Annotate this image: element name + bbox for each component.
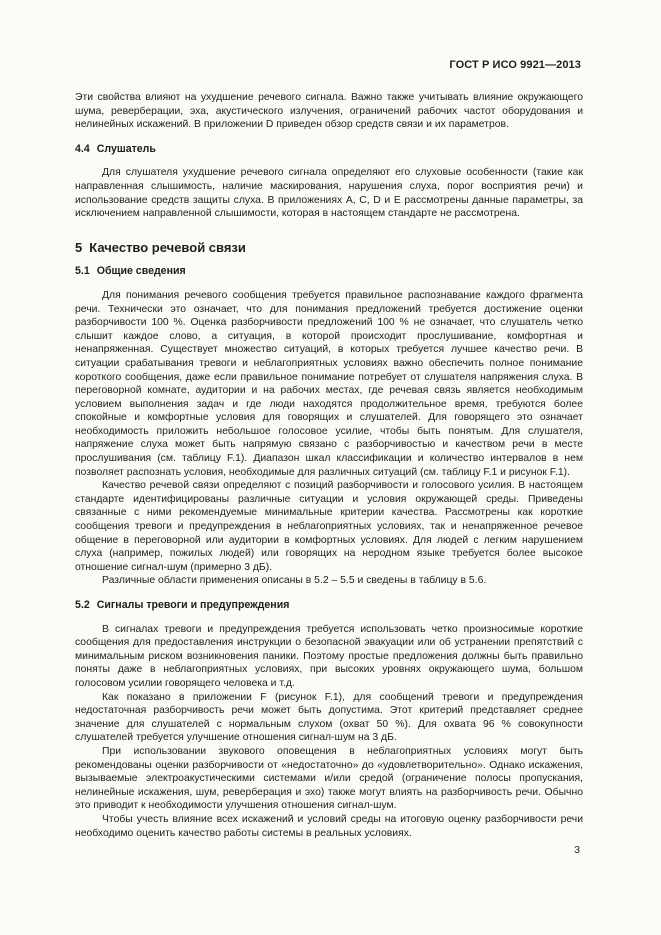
standard-code-header: ГОСТ Р ИСО 9921—2013 bbox=[449, 59, 581, 71]
paragraph: Для понимания речевого сообщения требуется правильное распознавание каждого фрагмента речи. Технически это означает, что для понимания предложений требуется достижение оценки разборчивости 100 %. Оценка разборчивости предложений 100 % не означает, что слушатель четко слышит каждое слово, а ситуация, в которой происходит прослушивание, комфортная и ненапряженная. Существует множество ситуаций, в которых требуется лучшее качество речи. В ситуации срабатывания тревоги и неблагоприятных условиях важно обеспечить полное понимание короткого сообщения, даже если правильное понимание потребует от слушателя напряжения слуха. В переговорной комнате, аудитории и на рабочих местах, где речевая связь является необходимым условием выполнения задач и где люди находятся продолжительное время, требуются более спокойные и комфортные условия для говорящих и слушателей. Для говорящего это означает необходимость приложить небольшое голосовое усилие, чтобы быть понятым. Для слушателя, напряжение слуха может быть напрямую связано с разборчивостью и качеством речи в месте прослушивания (см. таблицу F.1). Диапазон шкал классификации и количество интервалов в нем позволяет распознать условия, необходимые для различных ситуаций (см. таблицу F.1 и рисунок F.1). bbox=[75, 289, 583, 478]
subsection-title: Сигналы тревоги и предупреждения bbox=[96, 599, 290, 611]
page-number: 3 bbox=[574, 845, 580, 856]
subsection-5-1-heading bbox=[75, 265, 583, 279]
subsection-number: 5.2 bbox=[75, 599, 90, 611]
paragraph: При использовании звукового оповещения в неблагоприятных условиях могут быть рекомендованы оценки разборчивости от «недостаточно» до «удовлетворительно». Однако искажения, вызываемые электроакустическими системами и/или средой (ограничение полосы пропускания, нелинейные искажения, шум, реверберация и эхо) также могут влиять на разборчивость речи. Обычно это приводит к необходимости улучшения отношения сигнал-шум. bbox=[75, 745, 583, 812]
subsection-number: 4.4 bbox=[75, 142, 90, 155]
subsection-title: Слушатель bbox=[96, 142, 156, 155]
subsection-5-2-heading bbox=[75, 599, 583, 613]
paragraph: В сигналах тревоги и предупреждения требуется использовать четко произносимые короткие сообщения для предоставления инструкции о безопасной эвакуации или об устранении препятствий с минимальным риском возникновения паники. Поэтому простые предложения должны быть правильно поняты даже в неблагоприятных условиях, при высоких уровнях окружающего шума, большом голосовом усилии говорящего человека и т.д. bbox=[75, 623, 583, 689]
subsection-title: Общие сведения bbox=[96, 265, 186, 278]
paragraph: Для слушателя ухудшение речевого сигнала определяют его слуховые особенности (такие как направленная слышимость, наличие маскирования, нарушения слуха, порог восприятия речи) и использование средств защиты слуха. В приложениях А, С, D и Е рассмотрены данные параметры, за исключением направленной слышимости, которая в настоящем стандарте не рассмотрена. bbox=[75, 167, 583, 220]
paragraph: Чтобы учесть влияние всех искажений и условий среды на итоговую оценку разборчивости речи необходимо оценить качество работы системы в реальных условиях. bbox=[75, 813, 583, 839]
section-5-heading bbox=[75, 241, 583, 255]
subsection-number: 5.1 bbox=[75, 265, 90, 278]
subsection-4-4-heading bbox=[75, 143, 583, 157]
page-content bbox=[75, 91, 583, 840]
paragraph: Различные области применения описаны в 5.2 – 5.5 и сведены в таблицу в 5.6. bbox=[102, 575, 487, 587]
section-number: 5 bbox=[75, 239, 83, 255]
intro-paragraph: Эти свойства влияют на ухудшение речевого сигнала. Важно также учитывать влияние окружающего шума, реверберации, эха, акустического излучения, ограничений рабочих частот оборудования и нелинейных искажений. В приложении D приведен обзор средств связи и их параметров. bbox=[75, 92, 583, 131]
paragraph: Качество речевой связи определяют с позиций разборчивости и голосового усилия. В настоящем стандарте идентифицированы различные ситуации и условия окружающей среды. Приведены связанные с ними рекомендуемые минимальные критерии качества. Рассмотрены как короткие сообщения тревоги и предупреждения в неблагоприятных условиях, так и ненапряженное речевое общение в переговорной или аудитории в комфортных условиях. Для людей с легким нарушением слуха (например, пожилых людей) или говорящих на неродном языке требуется более высокое отношение сигнал-шум (примерно 3 дБ). bbox=[75, 480, 583, 573]
paragraph: Как показано в приложении F (рисунок F.1), для сообщений тревоги и предупреждения недостаточная разборчивость речи может быть допустима. Этот критерий представляет среднее значение для слушателей с нормальным слухом (охват 50 %). Для охвата 96 % совокупности слушателей требуется улучшение отношения сигнал-шум на 3 дБ. bbox=[75, 691, 583, 744]
section-title: Качество речевой связи bbox=[89, 239, 246, 255]
